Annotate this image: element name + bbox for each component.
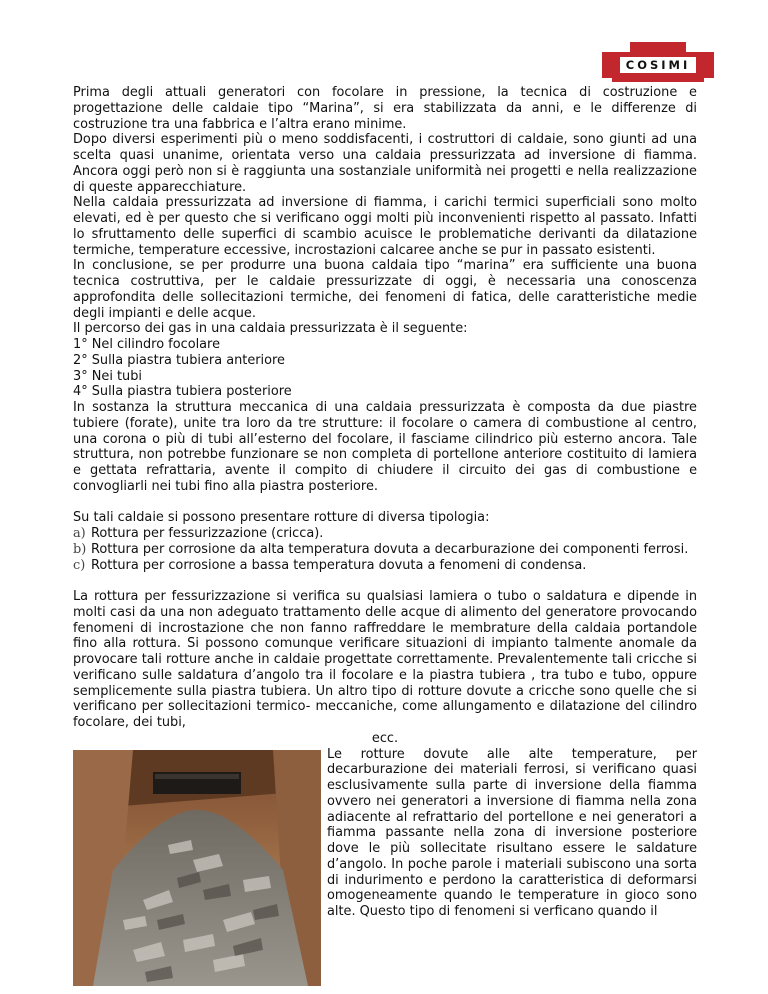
rotture-intro: Su tali caldaie si possono presentare rotture di diversa tipologia: — [73, 510, 490, 526]
gas-path-step: 3° Nei tubi — [73, 368, 142, 384]
list-marker: c) — [73, 557, 86, 573]
gas-path-step: 1° Nel cilindro focolare — [73, 337, 221, 352]
figure-section — [73, 747, 697, 986]
alte-temperature-paragraph: Le rotture dovute alle alte temperature, per decarburazione dei materiali ferrosi, si verificano quasi esclusivamente sulla parte di inversione della fiamma ovvero nei generatori a inversione di fiamma nella zona adiacente al refrattario del portellone e nei generatori a fiamma passante nella zona di inversione posteriore dove le più sollecitate risultano essere le saldature d’angolo. In poche parole i materiali subiscono una sorta di indurimento e perdono la caratteristica di deformarsi omogeneamente quando le temperature in gioco sono alte. Questo tipo di fenomeni si verficano quando il — [327, 746, 697, 919]
paragraph: Nella caldaia pressurizzata ad inversione di fiamma, i carichi termici superficiali sono molto elevati, ed è per questo che si verificano oggi molti più inconvenienti rispetto al passato. Infatti lo sfruttamento delle superfici di scambio acuisce le problematiche derivanti da dilatazione termiche, temperature eccessive, incrostazioni calcaree anche se pur in passato esistenti. — [73, 195, 697, 258]
fessurizzazione-paragraph: La rottura per fessurizzazione si verifica su qualsiasi lamiera o tubo o saldatura e dipende in molti casi da una non adeguato trattamento delle acque di alimento del generatore provocando fenomeni di incrostazione che non fanno raffreddare le membrature della caldaia portandole fino alla rottura. Si possono comunque verificare situazioni di impianto talmente anomale da provocare tali rotture anche in caldaie progettate correttamente. Prevalentemente tali cricche si verificano sulle saldatura d’angolo tra il focolare e la piastra tubiera , tra tubo e tubo, oppure semplicemente sulla piastra tubiera. Un altro tipo di rotture dovute a cricche sono quelle che si verificano per sollecitazioni termico- meccaniche, come allungamento e dilatazione del cilindro focolare, dei tubi, — [73, 589, 697, 730]
paragraph: Il percorso dei gas in una caldaia pressurizzata è il seguente: — [73, 321, 468, 337]
paragraph: Dopo diversi esperimenti più o meno soddisfacenti, i costruttori di caldaie, sono giunti ad una scelta quasi unanime, orientata verso una caldaia pressurizzata ad inversione di fiamma. Ancora oggi però non si è raggiunta una sostanziale uniformità nei progetti e nella realizzazione di queste apparecchiature. — [73, 132, 697, 195]
logo-top-tab — [630, 42, 686, 52]
paragraph: In conclusione, se per produrre una buona caldaia tipo “marina” era sufficiente una buona tecnica costruttiva, per le caldaie pressurizzate di oggi, è necessaria una conoscenza approfondita delle sollecitazioni termiche, dei fenomeni di fatica, delle caratteristiche medie degli impianti e delle acque. — [73, 258, 697, 321]
paragraph: Prima degli attuali generatori con focolare in pressione, la tecnica di costruzione e progettazione delle caldaie tipo “Marina”, si era stabilizzata da anni, e le differenze di costruzione tra una fabbrica e l’altra erano minime. — [73, 85, 697, 132]
list-text: Rottura per corrosione a bassa temperatura dovuta a fenomeni di condensa. — [91, 557, 587, 573]
boiler-debris-photo — [73, 750, 321, 986]
logo-band — [602, 52, 714, 78]
list-item — [73, 558, 697, 574]
list-text: Rottura per corrosione da alta temperatura dovuta a decarburazione dei componenti ferrosi. — [91, 541, 689, 557]
gas-path-step: 4° Sulla piastra tubiera posteriore — [73, 384, 292, 400]
list-item — [73, 526, 697, 542]
side-text — [327, 747, 697, 986]
list-marker: b) — [73, 541, 87, 557]
paragraph: In sostanza la struttura meccanica di una caldaia pressurizzata è composta da due piastre tubiere (forate), unite tra loro da tre strutture: il focolare o camera di combustione al centro, una corona o più di tubi all’esterno del focolare, il fasciame cilindrico più esterno ancora. Tale struttura, non potrebbe funzionare se non completa di portellone anteriore costituito di lamiera e gettata refrattaria, avente il compito di chiudere il circuito dei gas di combustione e convogliarli nei tubi fino alla piastra posteriore. — [73, 400, 697, 494]
logo-base — [612, 78, 704, 82]
list-item — [73, 542, 697, 558]
cosimi-logo — [602, 42, 714, 84]
document-body — [73, 85, 697, 986]
list-marker: a) — [73, 526, 86, 541]
logo-text: COSIMI — [620, 57, 697, 73]
list-text: Rottura per fessurizzazione (cricca). — [91, 526, 324, 541]
rotture-list — [73, 526, 697, 573]
gas-path-step: 2° Sulla piastra tubiera anteriore — [73, 352, 285, 368]
ecc-text: ecc. — [371, 730, 399, 746]
